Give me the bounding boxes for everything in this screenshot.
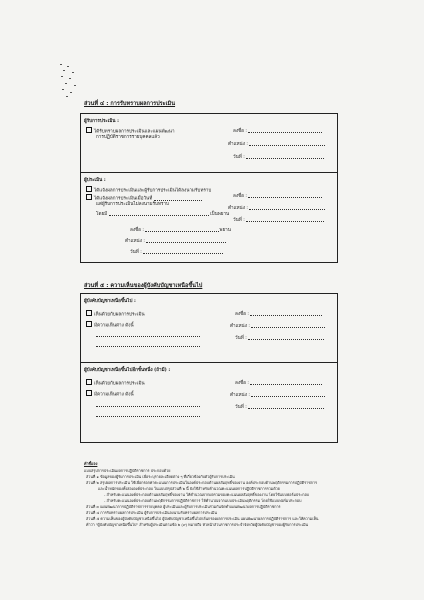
witness-sign-row xyxy=(130,226,231,234)
supervisor-comment-field-2[interactable] xyxy=(96,341,200,347)
assessee-sign-label: ลงชื่อ : xyxy=(233,129,247,134)
assessor-notify-date-field[interactable] xyxy=(154,195,202,201)
witness-sign-label: ลงชื่อ : xyxy=(130,228,144,233)
supervisor-position-field[interactable] xyxy=(251,322,325,328)
assessor-witness-pre: โดยมี xyxy=(96,212,108,217)
note-line: ส่วนที่ ๑ ข้อมูลของผู้รับการประเมิน เพื่อระบุรายละเอียดต่าง ๆ ที่เกี่ยวข้องกับตัวผู้รับการประเมิน xyxy=(86,475,235,479)
supervisor-sign-label: ลงชื่อ : xyxy=(235,312,249,317)
note-line: แบบสรุปการประเมินผลการปฏิบัติราชการ ประกอบด้วย xyxy=(84,469,171,473)
supervisor-agree-checkbox[interactable] xyxy=(86,310,92,316)
higher-position-row xyxy=(230,391,325,399)
supervisor-position-label: ตำแหน่ง : xyxy=(230,324,250,329)
assessor-position-label: ตำแหน่ง : xyxy=(228,206,248,211)
witness-position-field[interactable] xyxy=(146,237,226,243)
assessee-date-row xyxy=(233,153,324,161)
assessor-opt1-label: ได้แจ้งผลการประเมินและผู้รับการประเมินได้ลงนามรับทราบ xyxy=(94,188,212,194)
assessee-title: ผู้รับการประเมิน : xyxy=(84,119,119,124)
higher-comment-line xyxy=(96,401,200,409)
assessor-witness-row xyxy=(96,210,229,218)
scan-noise xyxy=(58,62,80,102)
witness-position-label: ตำแหน่ง : xyxy=(125,239,145,244)
assessor-position-row xyxy=(228,204,325,212)
note-line: ส่วนที่ ๒ สรุปผลการประเมิน ใช้เพื่อกรอกค่าคะแนนการประเมินในองค์ประกอบด้านผลสัมฤทธิ์ของงาน องค์ประกอบด้านพฤติกรรมการปฏิบัติราชการ xyxy=(86,481,317,485)
assessor-sign-field[interactable] xyxy=(248,192,322,198)
note-line: และน้ำหนักของทั้งสององค์ประกอบ ในแบบสรุปส่วนที่ ๒ นี้ ยังใช้สำหรับคำนวณคะแนนผลการปฏิบัติราชการรวมด้วย xyxy=(98,487,280,491)
assessee-date-field[interactable] xyxy=(246,153,324,159)
supervisor-comment-field-1[interactable] xyxy=(96,331,200,337)
note-line: ส่วนที่ ๔ การรับทราบผลการประเมิน ผู้รับการประเมินลงนามรับทราบผลการประเมิน xyxy=(86,511,217,515)
supervisor-position-row xyxy=(230,322,325,330)
higher-date-field[interactable] xyxy=(248,403,324,409)
assessee-sign-field[interactable] xyxy=(248,127,322,133)
assessor-date-field[interactable] xyxy=(246,216,324,222)
supervisor-date-field[interactable] xyxy=(248,334,324,340)
assessor-opt2-checkbox[interactable] xyxy=(86,194,92,200)
part5-header: ส่วนที่ ๕ : ความเห็นของผู้บังคับบัญชาเหนือขึ้นไป xyxy=(84,283,203,289)
witness-date-label: วันที่ : xyxy=(130,250,142,255)
higher-position-label: ตำแหน่ง : xyxy=(230,393,250,398)
assessor-date-row xyxy=(233,216,324,224)
assessee-date-label: วันที่ : xyxy=(233,155,245,160)
assessor-opt2-label: ได้แจ้งผลการประเมินเมื่อวันที่ xyxy=(94,196,153,202)
higher-agree-row xyxy=(86,379,145,388)
supervisor-title: ผู้บังคับบัญชาเหนือขึ้นไป : xyxy=(84,299,136,304)
assessee-ack-checkbox[interactable] xyxy=(86,127,92,133)
note-line: ส่วนที่ ๕ ความเห็นของผู้บังคับบัญชาเหนือขึ้นไป ผู้บังคับบัญชาเหนือขึ้นไปกลั่นกรองผลการประเมิน แผนพัฒนาผลการปฏิบัติราชการ และให้ความเห็น xyxy=(86,517,319,521)
assessor-no-sign-note: แต่ผู้รับการประเมินไม่ลงนามรับทราบ xyxy=(96,202,169,207)
supervisor-differ-label: มีความเห็นต่าง ดังนี้ xyxy=(94,323,134,329)
part4-header: ส่วนที่ ๔ : การรับทราบผลการประเมิน xyxy=(84,101,176,107)
witness-sign-suffix: พยาน xyxy=(219,228,231,233)
higher-differ-label: มีความเห็นต่าง ดังนี้ xyxy=(94,392,134,398)
witness-date-field[interactable] xyxy=(143,248,223,254)
assessor-position-field[interactable] xyxy=(249,204,325,210)
supervisor-agree-row xyxy=(86,310,145,319)
assessee-sign-row xyxy=(233,127,322,135)
witness-date-row xyxy=(130,248,223,256)
witness-sign-field[interactable] xyxy=(145,226,219,232)
higher-sign-field[interactable] xyxy=(250,379,322,385)
assessor-witness-field[interactable] xyxy=(109,210,209,216)
higher-comment-field-1[interactable] xyxy=(96,401,200,407)
assessor-opt1-checkbox[interactable] xyxy=(86,186,92,192)
assessor-sign-row xyxy=(233,192,322,200)
part5-divider xyxy=(80,362,337,363)
higher-sign-label: ลงชื่อ : xyxy=(235,381,249,386)
assessee-position-field[interactable] xyxy=(249,140,325,146)
assessee-position-label: ตำแหน่ง : xyxy=(228,142,248,147)
higher-differ-checkbox[interactable] xyxy=(86,390,92,396)
assessee-position-row xyxy=(228,140,325,148)
assessor-title: ผู้ประเมิน : xyxy=(84,178,106,183)
supervisor-agree-label: เห็นด้วยกับผลการประเมิน xyxy=(94,312,145,318)
assessor-date-label: วันที่ : xyxy=(233,218,245,223)
part4-divider xyxy=(80,172,337,173)
higher-differ-row xyxy=(86,390,134,399)
higher-date-row xyxy=(235,403,324,411)
higher-comment-field-2[interactable] xyxy=(96,411,200,417)
assessee-ack-label: ได้รับทราบผลการประเมินและแผนพัฒนา xyxy=(94,129,175,135)
supervisor-sign-field[interactable] xyxy=(250,310,322,316)
supervisor-sign-row xyxy=(235,310,322,318)
assessor-sign-label: ลงชื่อ : xyxy=(233,194,247,199)
supervisor-differ-checkbox[interactable] xyxy=(86,321,92,327)
supervisor-comment-line xyxy=(96,331,200,339)
higher-position-field[interactable] xyxy=(251,391,325,397)
note-line: - สำหรับคะแนนองค์ประกอบด้านพฤติกรรมการปฏิบัติราชการ ให้คำนวณจากแบบประเมินพฤติกรรม โดยใช้แบบฟอร์มประกอบ xyxy=(104,499,302,503)
assessee-ack-line2: การปฏิบัติราชการรายบุคคลแล้ว xyxy=(96,135,160,140)
assessor-witness-post: เป็นพยาน xyxy=(210,212,230,217)
supervisor-differ-row xyxy=(86,321,134,330)
supervisor-comment-line xyxy=(96,341,200,349)
note-line: คำว่า "ผู้บังคับบัญชาเหนือขึ้นไป" สำหรับผู้ประเมินตามข้อ ๒ (๙) หมายถึง หัวหน้าส่วนราชการประจำจังหวัดผู้บังคับบัญชาของผู้รับการประเมิน xyxy=(86,523,309,527)
note-line: ส่วนที่ ๓ แผนพัฒนาการปฏิบัติราชการรายบุคคล ผู้ประเมินและผู้รับการประเมินร่วมกันจัดทำแผนพัฒนาผลการปฏิบัติราชการ xyxy=(86,505,281,509)
higher-supervisor-title: ผู้บังคับบัญชาเหนือขึ้นไปอีกชั้นหนึ่ง (ถ้ามี) : xyxy=(84,368,171,373)
higher-date-label: วันที่ : xyxy=(235,405,247,410)
higher-sign-row xyxy=(235,379,322,387)
witness-position-row xyxy=(125,237,226,245)
higher-agree-label: เห็นด้วยกับผลการประเมิน xyxy=(94,381,145,387)
note-line: - สำหรับคะแนนองค์ประกอบด้านผลสัมฤทธิ์ของงาน ให้คำนวณจากผลรวมของคะแนนผลสัมฤทธิ์ของงาน โดยใช้แบบฟอร์มประกอบ xyxy=(104,493,310,497)
supervisor-date-label: วันที่ : xyxy=(235,336,247,341)
notes-title: คำชี้แจง xyxy=(84,462,98,466)
higher-comment-line xyxy=(96,411,200,419)
higher-agree-checkbox[interactable] xyxy=(86,379,92,385)
supervisor-date-row xyxy=(235,334,324,342)
